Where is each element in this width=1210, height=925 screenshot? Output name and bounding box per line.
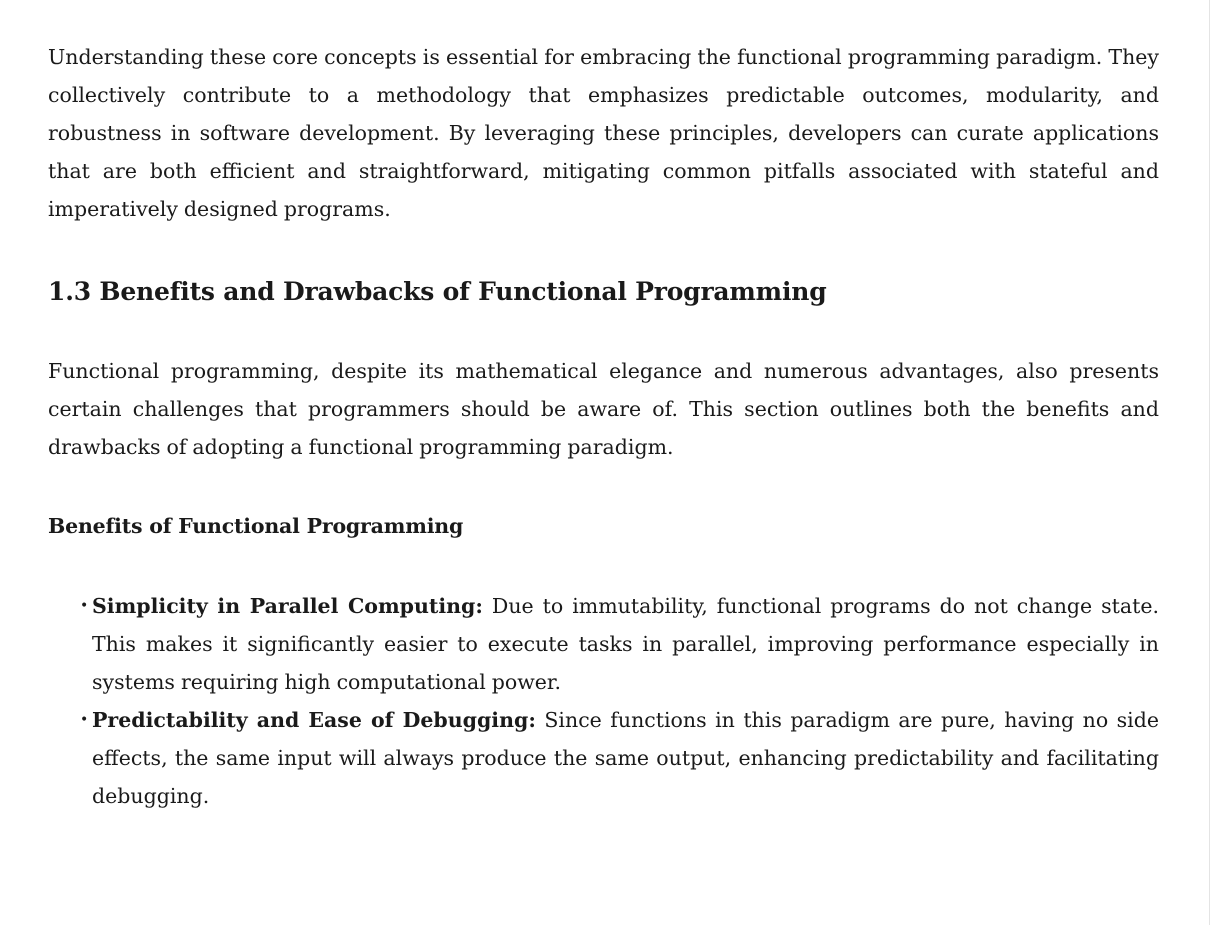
intro-paragraph: Understanding these core concepts is essential for embracing the functional programming paradigm. They collectively contribute to a methodology that emphasizes predictable outcomes, modularity, and robustness in software development. By leveraging these principles, developers can curate applications that are both efficient and straightforward, mitigating common pitfalls associated with stateful and imperatively designed programs.: [48, 45, 1159, 221]
list-item: [80, 587, 1159, 701]
section-heading: 1.3 Benefits and Drawbacks of Functional Programming: [48, 277, 827, 306]
list-item-term: Predictability and Ease of Debugging:: [92, 708, 536, 732]
bullet-marker: •: [80, 712, 89, 728]
bullet-marker: •: [80, 598, 89, 614]
list-item-text: Due to immutability, functional programs do not change state. This makes it significantly easier to execute tasks in parallel, improving performance especially in systems requiring high computational power.: [92, 594, 1159, 694]
section-paragraph: Functional programming, despite its mathematical elegance and numerous advantages, also presents certain challenges that programmers should be aware of. This section outlines both the benefits and drawbacks of adopting a functional programming paradigm.: [48, 359, 1159, 459]
list-item-term: Simplicity in Parallel Computing:: [92, 594, 483, 618]
benefits-list: [48, 587, 1159, 815]
subsection-heading: Benefits of Functional Programming: [48, 514, 464, 538]
list-item-text: Since functions in this paradigm are pure, having no side effects, the same input will always produce the same output, enhancing predictability and facilitating debugging.: [92, 708, 1159, 808]
document-page: [48, 38, 1159, 815]
list-item: [80, 701, 1159, 815]
